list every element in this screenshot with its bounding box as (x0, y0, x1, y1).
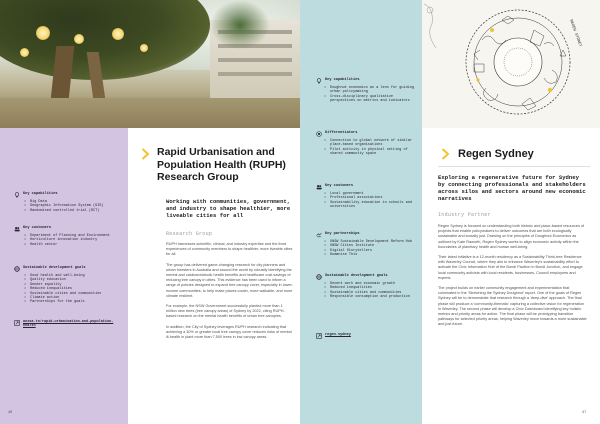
list-item: • Partnerships for the goals (24, 300, 122, 304)
differentiators-list (324, 139, 420, 157)
category-label: Industry Partner (438, 212, 491, 218)
left-subheading: Working with communities, government, and industry to shape healthier, more liveable cities for all (166, 198, 291, 219)
people-icon (14, 226, 20, 232)
section-heading: Key customers (316, 184, 420, 190)
section-heading: Key capabilities (316, 78, 420, 84)
list-item: • Doughnut economics as a lens for guiding urban policymaking (324, 86, 420, 95)
paragraph: For example, the NSW Government successfully planted more than 1 million new trees (tree canopy areas) of Sydney by 2022, citing RUPH-based research on the mental health benefits of urban tree canopies. (166, 304, 285, 319)
page-number: 47 (582, 411, 587, 415)
list-item: • Humanise This (324, 253, 420, 257)
regen-sydney-link[interactable]: regen.sydney (325, 333, 351, 337)
list-item: • Department of Planning and Environment (24, 234, 122, 238)
right-sidebar (300, 0, 422, 424)
paragraph: RUPH harnesses scientific, clinical, and industry expertise and the lived experiences of community members to shape healthier, more liveable cities for all. (166, 242, 293, 257)
list-item: • UNSW Cities Institute (324, 244, 420, 248)
section-heading: Sustainable development goals (14, 266, 122, 272)
list-item: • Climate action (24, 296, 122, 300)
left-capabilities (14, 192, 122, 213)
list-item: • Responsible consumption and production (324, 295, 420, 299)
section-heading: Key customers (14, 226, 122, 232)
list-item: • Sustainability education in schools and universities (324, 201, 420, 210)
globe-icon (316, 274, 322, 280)
people-icon (316, 184, 322, 190)
list-item: • Reduced inequalities (324, 286, 420, 290)
list-item: • Connection to global network of similar place-based organisations (324, 139, 420, 148)
page-title: Regen Sydney (458, 148, 534, 160)
paragraph: Their latest initiative is a 12-month residency as a Sustainability Think-tree Residence with Waverley Council, where they aim to enhance Waverley's sustainability effort to activate the Civic Information Hub of the Bondi Pavilion in Bondi Junction, and engage local community activists with local residents, businesses, Council employees and experts. (438, 255, 583, 280)
capabilities-list (24, 200, 122, 213)
left-body (166, 242, 294, 340)
list-item: • Digital Storytellers (324, 249, 420, 253)
right-capabilities (316, 78, 420, 104)
list-item: • Horticulture innovation industry (24, 238, 122, 242)
illustration-label: REGEN SYDNEY (568, 19, 582, 48)
list-item: • Sustainable cities and communities (24, 292, 122, 296)
list-item: • Decent work and economic growth (324, 282, 420, 286)
list-item: • Geographic Information System (GIS) (24, 204, 122, 208)
list-item: • Good health and well-being (24, 274, 122, 278)
list-item: • UNSW Sustainable Development Reform Hub (324, 240, 420, 244)
handshake-icon (316, 232, 322, 238)
section-heading: Key partnerships (316, 232, 420, 238)
paragraph: The group has delivered game-changing research for city planners and urban foresters in Australia and around the world by robustly identifying the mental and cardiometabolic health benefits and healthcare cost savings of reducing tree canopy in cities. This evidence has been used to inform a range of policies designed to expand tree canopy cover, especially in lower-income communities, to help make places cooler, more walkable, and more climate resilient. (166, 262, 294, 298)
left-link-block (14, 320, 122, 329)
right-goals (316, 274, 420, 300)
paragraph: The project builds on earlier community engagement and experimentation that culminated in the 'Stretching the Sydney Doughnut' report. One of the goals of Regen Sydney will be to demonstrate that research through a 'deep-dive' approach. The final phase will produce a 'community-thematic' capturing a collective vision for regeneration in Waverley. The second phase will develop a Civic Dashboard identifying key holistic metrics and priority areas for action. The final phase will be prototyping transition pathways for selected priority areas, helping Waverley move towards a more sustainable and just future. (438, 286, 587, 327)
capabilities-list (324, 86, 420, 104)
list-item: • Gender equality (24, 283, 122, 287)
section-heading: Key capabilities (14, 192, 122, 198)
list-item: • Quality education (24, 278, 122, 282)
link-icon (316, 333, 322, 339)
list-item: • Reduced inequalities (24, 287, 122, 291)
paragraph: In addition, the City of Sydney leverages RUPH research indicating that achieving a 30% or greater local tree canopy cover reduces risks of mental ill-health in plant more than 7,500 trees in low canopy areas. (166, 324, 292, 340)
link-heading (14, 320, 122, 329)
list-item: • Professional associations (324, 196, 420, 200)
chevron-right-icon (441, 148, 450, 160)
bulb-icon (14, 192, 20, 198)
divider (438, 166, 590, 167)
right-subheading: Exploring a regenerative future for Sydney by connecting professionals and stakeholders across silos and sectors around new economic narratives (438, 174, 586, 202)
left-goals (14, 266, 122, 305)
right-body (438, 224, 588, 328)
street-tree-photo (0, 0, 300, 128)
chevron-right-icon (141, 148, 150, 160)
left-customers (14, 226, 122, 247)
bulb-icon (316, 78, 322, 84)
regen-sydney-illustration (422, 0, 600, 128)
link-heading (316, 333, 420, 339)
link-icon (14, 320, 20, 326)
right-partnerships (316, 232, 420, 258)
list-item: • Sustainable cities and communities (324, 291, 420, 295)
list-item: • Randomised controlled trial (RCT) (24, 209, 122, 213)
goals-list (24, 274, 122, 305)
target-icon (316, 131, 322, 137)
section-heading: Sustainable development goals (316, 274, 420, 280)
research-group-link[interactable]: anzsa.to/rapid-urbanisation-and-population-health (23, 320, 114, 329)
page-title: Rapid Urbanisation and Population Health (RUPH) Research Group (157, 146, 286, 183)
paragraph: Regen Sydney is focused on understanding both historic and place-based resources of projects that enable policymakers to deliver outcomes that are both ecologically sustainable and socially just. Drawing on the principles of Doughnut Economics as outlined by Kate Raworth, Regen Sydney works to align economic activity within the boundaries of planetary health and human well-being. (438, 224, 585, 249)
list-item: • Big Data (24, 200, 122, 204)
list-item: • Pilot activity in physical setting of shared community space (324, 148, 420, 157)
goals-list (324, 282, 420, 300)
customers-list (24, 234, 122, 247)
right-customers (316, 184, 420, 210)
list-item: • Local government (324, 192, 420, 196)
right-differentiators (316, 131, 420, 157)
page-number: 46 (8, 411, 13, 415)
partnerships-list (324, 240, 420, 258)
list-item: • Health sector (24, 243, 122, 247)
list-item: • Cross-disciplinary qualitative perspectives on metrics and indicators (324, 95, 420, 104)
globe-icon (14, 266, 20, 272)
category-label: Research Group (166, 231, 213, 237)
section-heading: Differentiators (316, 131, 420, 137)
customers-list (324, 192, 420, 210)
right-link-block (316, 333, 420, 339)
